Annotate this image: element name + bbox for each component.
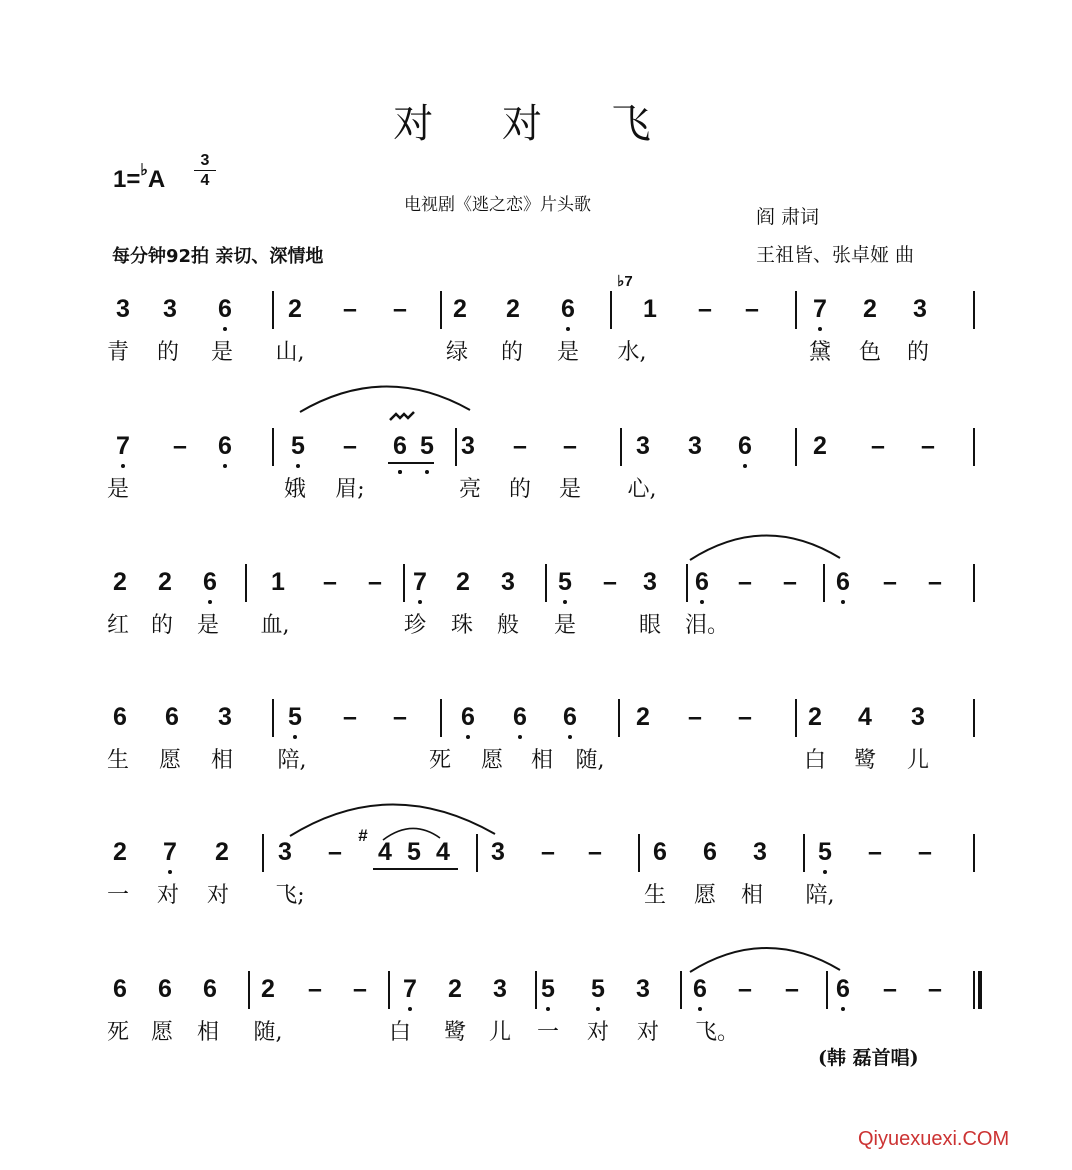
note: 3 xyxy=(688,432,702,460)
lyric-syllable: 般 xyxy=(496,613,519,638)
note: 2 xyxy=(261,975,275,1003)
note: – xyxy=(688,703,702,731)
note: 4 xyxy=(378,838,392,866)
lyric-syllable: 对 xyxy=(636,1020,659,1045)
note: 2 xyxy=(113,568,127,596)
note: 7 xyxy=(163,838,177,866)
sharp-sign: # xyxy=(358,826,368,845)
note: 6 xyxy=(393,432,407,460)
lyric-syllable: 眼 xyxy=(638,613,661,638)
note: 7 xyxy=(813,295,827,323)
trill-mark-icon xyxy=(390,412,414,420)
lyric-syllable: 的 xyxy=(500,340,523,365)
lyric-syllable: 相 xyxy=(530,748,553,773)
note: 6 xyxy=(653,838,667,866)
lyric-syllable: 绿 xyxy=(445,340,468,365)
slur-arc xyxy=(690,535,840,560)
note: 3 xyxy=(218,703,232,731)
note: 5 xyxy=(420,432,434,460)
note: 3 xyxy=(911,703,925,731)
note: 2 xyxy=(636,703,650,731)
lyric-syllable: 随, xyxy=(575,748,605,773)
key-tonic: A xyxy=(147,166,166,193)
note: 6 xyxy=(836,975,850,1003)
note: – xyxy=(323,568,337,596)
note: 3 xyxy=(643,568,657,596)
note: 2 xyxy=(215,838,229,866)
lyric-syllable: 色 xyxy=(858,340,881,365)
lyric-syllable: 儿 xyxy=(488,1020,511,1045)
lyric-syllable: 的 xyxy=(156,340,179,365)
note: – xyxy=(883,568,897,596)
lyric-syllable: 儿 xyxy=(906,748,929,773)
note: 3 xyxy=(753,838,767,866)
lyric-syllable: 对 xyxy=(206,883,229,908)
note: – xyxy=(921,432,935,460)
note: 3 xyxy=(913,295,927,323)
lyric-syllable: 珍 xyxy=(403,613,426,638)
lyric-syllable: 是 xyxy=(556,340,579,365)
note: – xyxy=(343,703,357,731)
song-title: 对 对 飞 xyxy=(393,101,679,147)
note: – xyxy=(785,975,799,1003)
note: 2 xyxy=(288,295,302,323)
note: – xyxy=(393,295,407,323)
note: 6 xyxy=(113,703,127,731)
note: 6 xyxy=(218,295,232,323)
note: 6 xyxy=(113,975,127,1003)
note: 6 xyxy=(165,703,179,731)
note: 5 xyxy=(591,975,605,1003)
lyric-syllable: 相 xyxy=(740,883,763,908)
note: – xyxy=(513,432,527,460)
note: 6 xyxy=(461,703,475,731)
lyric-syllable: 的 xyxy=(150,613,173,638)
meter-top: 3 xyxy=(200,152,210,169)
note: – xyxy=(738,568,752,596)
note: 4 xyxy=(436,838,450,866)
note: 6 xyxy=(158,975,172,1003)
note: 1 xyxy=(643,295,657,323)
lyric-syllable: 相 xyxy=(210,748,233,773)
lyric-syllable: 眉; xyxy=(335,477,365,502)
lyric-syllable: 一 xyxy=(106,883,129,908)
lyric-syllable: 一 xyxy=(536,1020,559,1045)
lyric-syllable: 相 xyxy=(196,1020,219,1045)
note: 5 xyxy=(291,432,305,460)
note: 3 xyxy=(163,295,177,323)
note: – xyxy=(871,432,885,460)
note: 2 xyxy=(448,975,462,1003)
note: 6 xyxy=(561,295,575,323)
lyric-syllable: 对 xyxy=(586,1020,609,1045)
meter-bottom: 4 xyxy=(200,172,210,189)
note: 5 xyxy=(541,975,555,1003)
lyric-syllable: 鹭 xyxy=(853,748,876,773)
note: – xyxy=(343,432,357,460)
note: 3 xyxy=(491,838,505,866)
note: 7 xyxy=(116,432,130,460)
note: 5 xyxy=(407,838,421,866)
composer-credit: 王祖皆、张卓娅 曲 xyxy=(756,244,915,266)
note: – xyxy=(745,295,759,323)
lyric-syllable: 死 xyxy=(428,748,451,773)
key-prefix: 1= xyxy=(113,166,141,193)
lyric-syllable: 亮 xyxy=(458,477,481,502)
lyric-syllable: 珠 xyxy=(450,613,473,638)
note: 7 xyxy=(413,568,427,596)
lyric-syllable: 鹭 xyxy=(443,1020,466,1045)
note: 2 xyxy=(813,432,827,460)
note: – xyxy=(308,975,322,1003)
note: – xyxy=(368,568,382,596)
note: 3 xyxy=(493,975,507,1003)
lyric-syllable: 陪, xyxy=(277,748,307,773)
note: 5 xyxy=(818,838,832,866)
note: – xyxy=(783,568,797,596)
singer-credit: (韩 磊首唱) xyxy=(818,1047,919,1069)
note: 3 xyxy=(636,975,650,1003)
lyric-syllable: 愿 xyxy=(150,1020,173,1045)
slur-arc xyxy=(300,386,470,412)
lyric-syllable: 黛 xyxy=(808,340,831,365)
lyric-syllable: 的 xyxy=(508,477,531,502)
lyric-syllable: 白 xyxy=(388,1020,411,1045)
note: – xyxy=(738,975,752,1003)
lyric-syllable: 对 xyxy=(156,883,179,908)
note: 5 xyxy=(288,703,302,731)
note: 2 xyxy=(456,568,470,596)
lyric-syllable: 是 xyxy=(558,477,581,502)
note: 6 xyxy=(703,838,717,866)
note: – xyxy=(588,838,602,866)
key-change-mark: ♭7 xyxy=(617,273,633,290)
lyric-syllable: 白 xyxy=(803,748,826,773)
slur-arc xyxy=(290,804,495,836)
note: 6 xyxy=(836,568,850,596)
note: – xyxy=(603,568,617,596)
tempo-marking: 每分钟92拍 亲切、深情地 xyxy=(112,246,324,267)
note: 2 xyxy=(113,838,127,866)
lyric-syllable: 是 xyxy=(210,340,233,365)
note: 2 xyxy=(506,295,520,323)
lyric-syllable: 的 xyxy=(906,340,929,365)
note: 5 xyxy=(558,568,572,596)
lyric-syllable: 青 xyxy=(106,340,129,365)
lyric-syllable: 愿 xyxy=(158,748,181,773)
tie-arc xyxy=(383,828,440,840)
note: – xyxy=(868,838,882,866)
note: 6 xyxy=(695,568,709,596)
note: – xyxy=(393,703,407,731)
lyricist-credit: 阎 肃词 xyxy=(756,206,820,228)
subtitle: 电视剧《逃之恋》片头歌 xyxy=(404,195,591,215)
lyric-syllable: 飞; xyxy=(275,883,305,908)
note: – xyxy=(928,975,942,1003)
lyric-syllable: 是 xyxy=(553,613,576,638)
note: 6 xyxy=(203,568,217,596)
note: 6 xyxy=(693,975,707,1003)
note: 3 xyxy=(461,432,475,460)
lyric-syllable: 是 xyxy=(196,613,219,638)
note: 2 xyxy=(453,295,467,323)
note: – xyxy=(698,295,712,323)
lyric-syllable: 随, xyxy=(253,1020,283,1045)
note: 6 xyxy=(563,703,577,731)
note: – xyxy=(343,295,357,323)
lyric-syllable: 生 xyxy=(106,748,129,773)
note: 4 xyxy=(858,703,872,731)
note: 6 xyxy=(203,975,217,1003)
note: 7 xyxy=(403,975,417,1003)
lyric-syllable: 血, xyxy=(260,613,290,638)
note: – xyxy=(883,975,897,1003)
note: – xyxy=(353,975,367,1003)
note: – xyxy=(563,432,577,460)
note: 6 xyxy=(218,432,232,460)
lyric-syllable: 红 xyxy=(106,613,129,638)
note: 3 xyxy=(116,295,130,323)
lyric-syllable: 生 xyxy=(643,883,666,908)
note: 3 xyxy=(501,568,515,596)
note: – xyxy=(541,838,555,866)
lyric-syllable: 水, xyxy=(617,340,647,365)
lyric-syllable: 死 xyxy=(106,1020,129,1045)
lyric-syllable: 山, xyxy=(275,340,305,365)
lyric-syllable: 泪。 xyxy=(685,613,730,638)
note: – xyxy=(173,432,187,460)
lyric-syllable: 愿 xyxy=(480,748,503,773)
lyric-syllable: 愿 xyxy=(693,883,716,908)
slur-arc xyxy=(690,948,840,972)
note: 6 xyxy=(738,432,752,460)
lyric-syllable: 是 xyxy=(106,477,129,502)
note: – xyxy=(928,568,942,596)
note: 2 xyxy=(863,295,877,323)
note: – xyxy=(738,703,752,731)
lyric-syllable: 飞。 xyxy=(695,1020,740,1045)
flat-sign: ♭ xyxy=(140,162,148,179)
note: 1 xyxy=(271,568,285,596)
note: – xyxy=(328,838,342,866)
note: 2 xyxy=(158,568,172,596)
note: 2 xyxy=(808,703,822,731)
lyric-syllable: 心, xyxy=(627,477,657,502)
lyric-syllable: 娥 xyxy=(283,477,306,502)
note: 3 xyxy=(636,432,650,460)
note: – xyxy=(918,838,932,866)
note: 3 xyxy=(278,838,292,866)
watermark: Qiyuexuexi.COM xyxy=(858,1128,1010,1150)
note: 6 xyxy=(513,703,527,731)
lyric-syllable: 陪, xyxy=(805,883,835,908)
